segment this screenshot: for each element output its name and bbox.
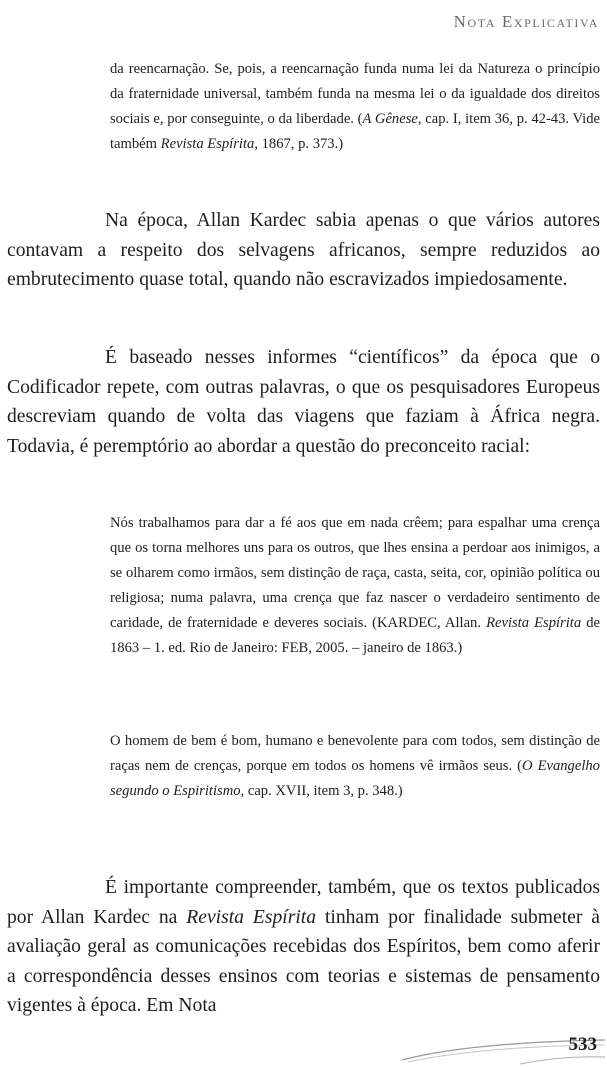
block-quote-2: O homem de bem é bom, humano e benevolente para com todos, sem distinção de raças nem de crenças, porque em todos os homens vê irmãos seus. (O Evangelho segundo o Espiritismo, cap. XVII, item 3, p. 348.) xyxy=(110,733,600,799)
body-paragraph-2: É baseado nesses informes “científicos” da época que o Codificador repete, com outras palavras, o que os pesquisadores Europeus descreviam quando de volta das viagens que faziam à África negra. Todavia, é peremptório ao abordar a questão do preconceito racial: xyxy=(7,347,600,457)
block-quote-continuation: da reencarnação. Se, pois, a reencarnação funda numa lei da Natureza o princípio da fraternidade universal, também funda na mesma lei o da igualdade dos direitos sociais e, por conseguinte, o da liberdade. (A Gênese, cap. I, item 36, p. 42-43. Vide também Revista Espírita, 1867, p. 373.) xyxy=(110,61,600,152)
page-footer xyxy=(400,1026,607,1067)
page-number: 533 xyxy=(568,1034,597,1055)
body-paragraph-3: É importante compreender, também, que os textos publicados por Allan Kardec na Revista Espírita tinham por finalidade submeter à avaliação geral as comunicações recebidas dos Espíritos, bem como aferir a correspondência desses ensinos com teorias e sistemas de pensamento vigentes à época. Em Nota xyxy=(7,877,601,1016)
body-paragraph-1: Na época, Allan Kardec sabia apenas o que vários autores contavam a respeito dos selvagens africanos, sempre reduzidos ao embrutecimento quase total, quando não escravizados impiedosamente. xyxy=(7,210,600,290)
cited-journal: Revista Espírita xyxy=(186,906,317,928)
cited-work: O Evangelho segundo o Espiritismo xyxy=(110,758,600,799)
running-header: Nota Explicativa xyxy=(453,12,599,31)
cited-work: A Gênese xyxy=(362,111,418,127)
cited-journal: Revista Espírita xyxy=(160,136,255,152)
block-quote-1: Nós trabalhamos para dar a fé aos que em nada crêem; para espalhar uma crença que os torna melhores uns para os outros, que lhes ensina a perdoar aos inimigos, a se olharem como irmãos, sem distinção de raça, casta, seita, cor, opinião política ou religiosa; numa palavra, uma crença que faz nascer o verdadeiro sentimento de caridade, de fraternidade e deveres sociais. (KARDEC, Allan. Revista Espírita de 1863 – 1. ed. Rio de Janeiro: FEB, 2005. – janeiro de 1863.) xyxy=(110,515,600,656)
cited-journal: Revista Espírita xyxy=(486,615,582,631)
